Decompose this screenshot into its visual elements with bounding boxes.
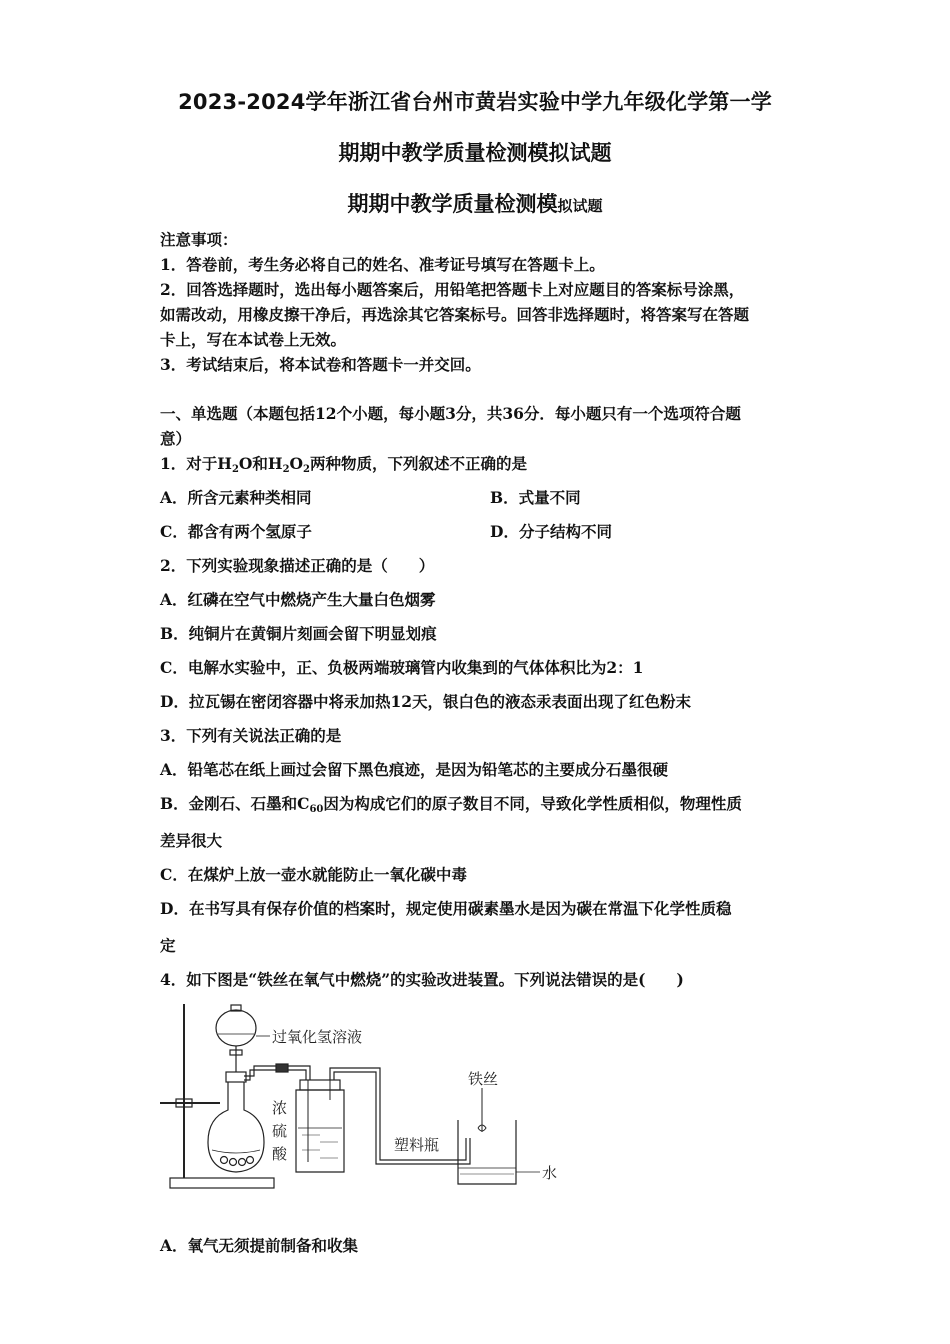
q3-option-d-cont: 定 [160, 936, 176, 955]
q1-option-c: C．都含有两个氢原子 [160, 522, 312, 541]
q3-b-part: 因为构成它们的原子数目不同，导致化学性质相似，物理性质 [323, 794, 742, 813]
q1-option-d: D．分子结构不同 [490, 522, 612, 541]
bottle-stopper [300, 1080, 340, 1090]
apparatus-figure [160, 1000, 570, 1200]
label-acid-3: 酸 [272, 1145, 288, 1163]
label-acid-2: 硫 [272, 1122, 288, 1140]
subscript: 2 [303, 464, 311, 475]
label-hydrogen-peroxide: 过氧化氢溶液 [272, 1028, 363, 1046]
label-plastic-bottle: 塑料瓶 [394, 1136, 440, 1154]
label-iron-wire: 铁丝 [468, 1070, 499, 1088]
q2-option-c: C．电解水实验中，正、负极两端玻璃管内收集到的气体体积比为2：1 [160, 658, 644, 677]
subscript: 2 [231, 464, 239, 475]
q3-b-part: B．金刚石、石墨和C [160, 794, 310, 813]
title-line-3-small: 拟试题 [557, 197, 603, 215]
q1-stem-part: 1．对于H [160, 454, 232, 473]
flask-stopper [226, 1072, 246, 1082]
q2-option-d: D．拉瓦锡在密闭容器中将汞加热12天，银白色的液态汞表面出现了红色粉末 [160, 692, 692, 711]
q4-option-a: A．氧气无须提前制备和收集 [160, 1236, 359, 1255]
q3-option-b-cont: 差异很大 [160, 831, 223, 850]
notice-item-3: 3．考试结束后，将本试卷和答题卡一并交回。 [160, 355, 481, 374]
q3-option-b [160, 792, 742, 815]
section-heading: 一、单选题（本题包括12个小题，每小题3分，共36分．每小题只有一个选项符合题 [160, 404, 741, 423]
apparatus-diagram [160, 1000, 570, 1200]
round-bottom-flask [208, 1082, 264, 1172]
subscript: 60 [309, 804, 324, 815]
notice-heading: 注意事项： [160, 230, 238, 249]
title-line-3 [0, 188, 950, 218]
q1-stem-part: O [289, 454, 304, 473]
notice-item-2-cont2: 卡上，写在本试卷上无效。 [160, 330, 347, 349]
label-acid-1: 浓 [272, 1099, 288, 1117]
stand-base [170, 1178, 274, 1188]
section-heading-cont: 意） [160, 429, 192, 448]
q3-option-c: C．在煤炉上放一壶水就能防止一氧化碳中毒 [160, 865, 467, 884]
funnel-bulb [216, 1010, 256, 1046]
q1-stem-part: 两种物质，下列叙述不正确的是 [310, 454, 528, 473]
q3-option-d: D．在书写具有保存价值的档案时，规定使用碳素墨水是因为碳在常温下化学性质稳 [160, 899, 732, 918]
question-4-stem: 4．如下图是“铁丝在氧气中燃烧”的实验改进装置。下列说法错误的是( ) [160, 970, 684, 989]
question-2-stem: 2．下列实验现象描述正确的是（ ） [160, 556, 435, 575]
drying-bottle [296, 1090, 344, 1172]
q1-stem-part: O和H [238, 454, 283, 473]
label-water: 水 [542, 1164, 558, 1182]
q1-option-b: B．式量不同 [490, 488, 581, 507]
plastic-bottle [458, 1120, 516, 1184]
tube-joint [276, 1064, 288, 1072]
mno2-particle [221, 1157, 228, 1164]
q2-option-a: A．红磷在空气中燃烧产生大量白色烟雾 [160, 590, 436, 609]
subscript: 2 [282, 464, 290, 475]
q2-option-b: B．纯铜片在黄铜片刻画会留下明显划痕 [160, 624, 437, 643]
title-line-3-main: 期期中教学质量检测模 [347, 192, 558, 216]
notice-item-2: 2．回答选择题时，选出每小题答案后，用铅笔把答题卡上对应题目的答案标号涂黑， [160, 280, 745, 299]
title-line-2: 期期中教学质量检测模拟试题 [338, 141, 612, 165]
notice-item-1: 1．答卷前，考生务必将自己的姓名、准考证号填写在答题卡上。 [160, 255, 605, 274]
q3-option-a: A．铅笔芯在纸上画过会留下黑色痕迹，是因为铅笔芯的主要成分石墨很硬 [160, 760, 669, 779]
question-1-stem [160, 452, 527, 475]
notice-item-2-cont: 如需改动，用橡皮擦干净后，再选涂其它答案标号。回答非选择题时，将答案写在答题 [160, 305, 750, 324]
question-3-stem: 3．下列有关说法正确的是 [160, 726, 342, 745]
title-line-1: 2023-2024学年浙江省台州市黄岩实验中学九年级化学第一学 [178, 90, 772, 114]
q1-option-a: A．所含元素种类相同 [160, 488, 312, 507]
